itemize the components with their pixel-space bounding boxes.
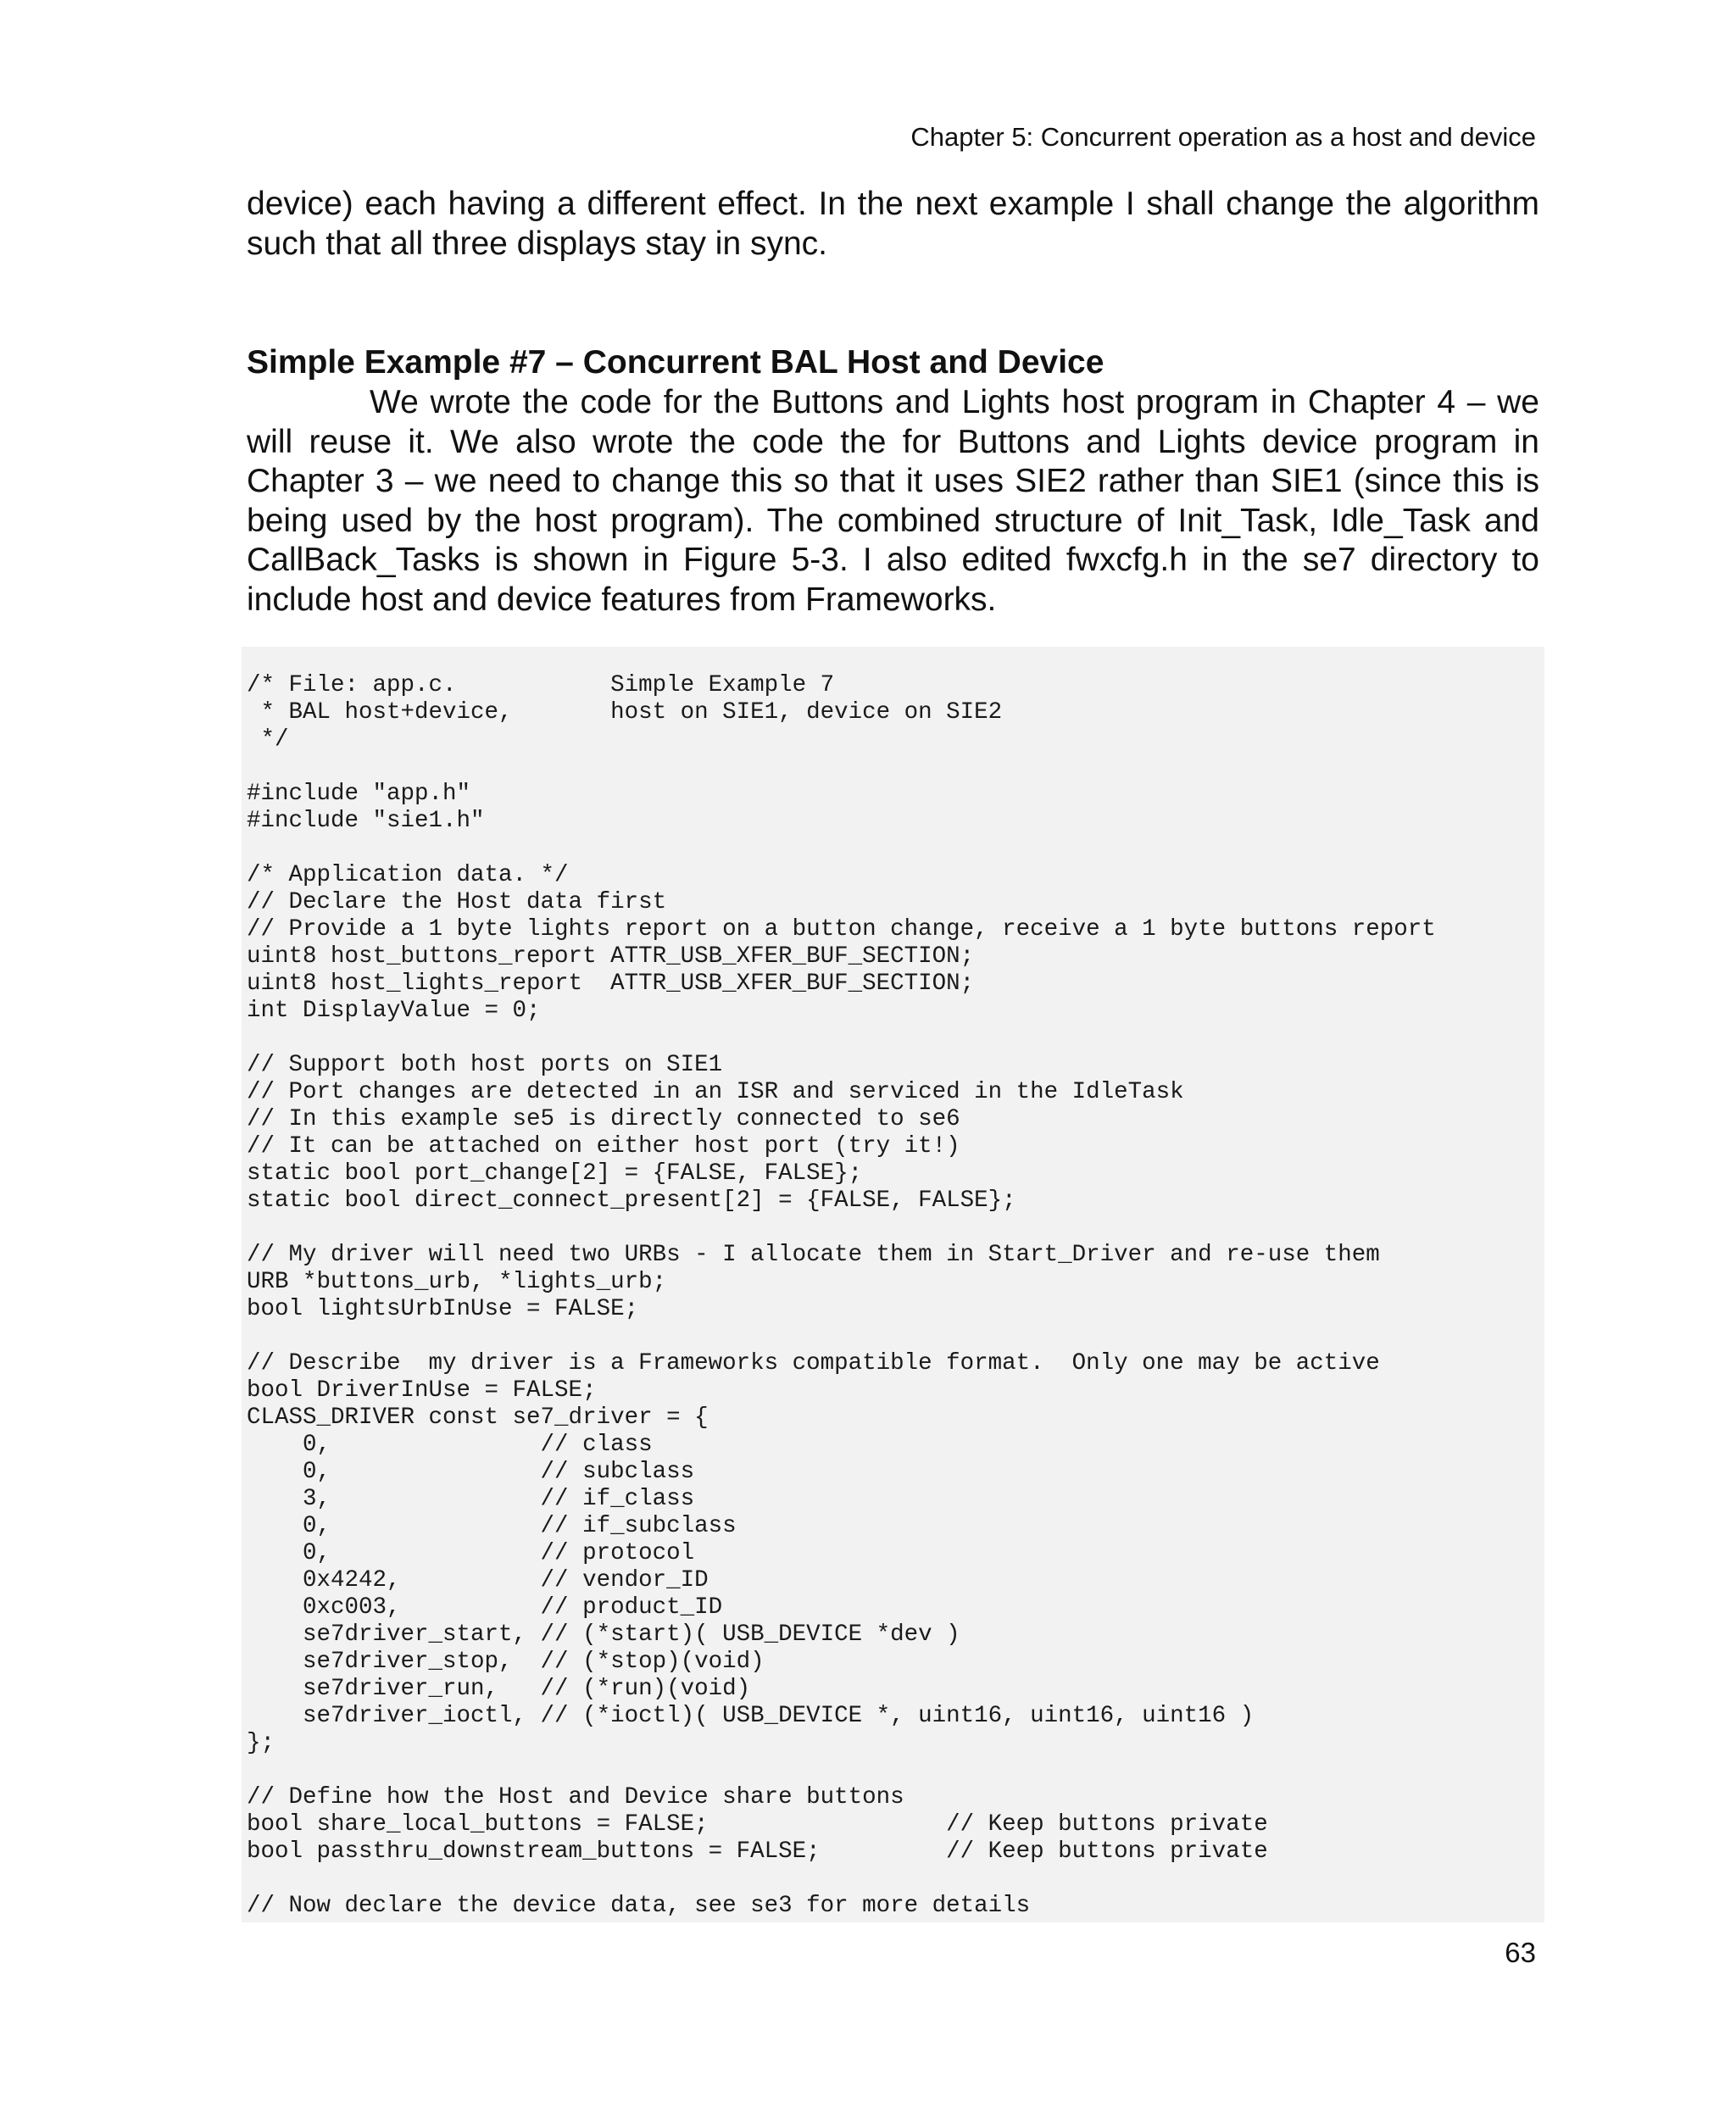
section-heading: Simple Example #7 – Concurrent BAL Host and Device xyxy=(247,344,1104,381)
page-number: 63 xyxy=(1505,1937,1536,1968)
code-listing: /* File: app.c. Simple Example 7 * BAL host+device, host on SIE1, device on SIE2 */ #include "app.h" #include "sie1.h" /* Application data. */ // Declare the Host data first // Provide a 1 byte lights report on a button change, receive a 1 byte buttons report uint8 host_buttons_report ATTR_USB_XFER_BUF_SECTION; uint8 host_lights_report ATTR_USB_XFER_BUF_SECTION; int DisplayValue = 0; // Support both host ports on SIE1 // Port changes are detected in an ISR and serviced in the IdleTask // In this example se5 is directly connected to se6 // It can be attached on either host port (try it!) static bool port_change[2] = {FALSE, FALSE}; static bool direct_connect_present[2] = {FALSE, FALSE}; // My driver will need two URBs - I allocate them in Start_Driver and re-use them URB *buttons_urb, *lights_urb; bool lightsUrbInUse = FALSE; // Describe my driver is a Frameworks compatible format. Only one may be active bool DriverInUse = FALSE; CLASS_DRIVER const se7_driver = { 0, // class 0, // subclass 3, // if_class 0, // if_subclass 0, // protocol 0x4242, // vendor_ID 0xc003, // product_ID se7driver_start, // (*start)( USB_DEVICE *dev ) se7driver_stop, // (*stop)(void) se7driver_run, // (*run)(void) se7driver_ioctl, // (*ioctl)( USB_DEVICE *, uint16, uint16, uint16 ) }; // Define how the Host and Device share buttons bool share_local_buttons = FALSE; // Keep buttons private bool passthru_downstream_buttons = FALSE; // Keep buttons private // Now declare the device data, see se3 for more details xyxy=(247,672,1436,1919)
code-listing-box xyxy=(242,647,1544,1922)
section-paragraph: We wrote the code for the Buttons and Lights host program in Chapter 4 – we will reuse it. We also wrote the code the for Buttons and Lights device program in Chapter 3 – we need to change this so that it uses SIE2 rather than SIE1 (since this is being used by the host program). The combined structure of Init_Task, Idle_Task and CallBack_Tasks is shown in Figure 5-3. I also edited fwxcfg.h in the se7 directory to include host and device features from Frameworks. xyxy=(247,384,1539,618)
running-header: Chapter 5: Concurrent operation as a host and device xyxy=(910,122,1536,152)
intro-paragraph: device) each having a different effect. In the next example I shall change the algorithm such that all three displays stay in sync. xyxy=(247,186,1539,262)
